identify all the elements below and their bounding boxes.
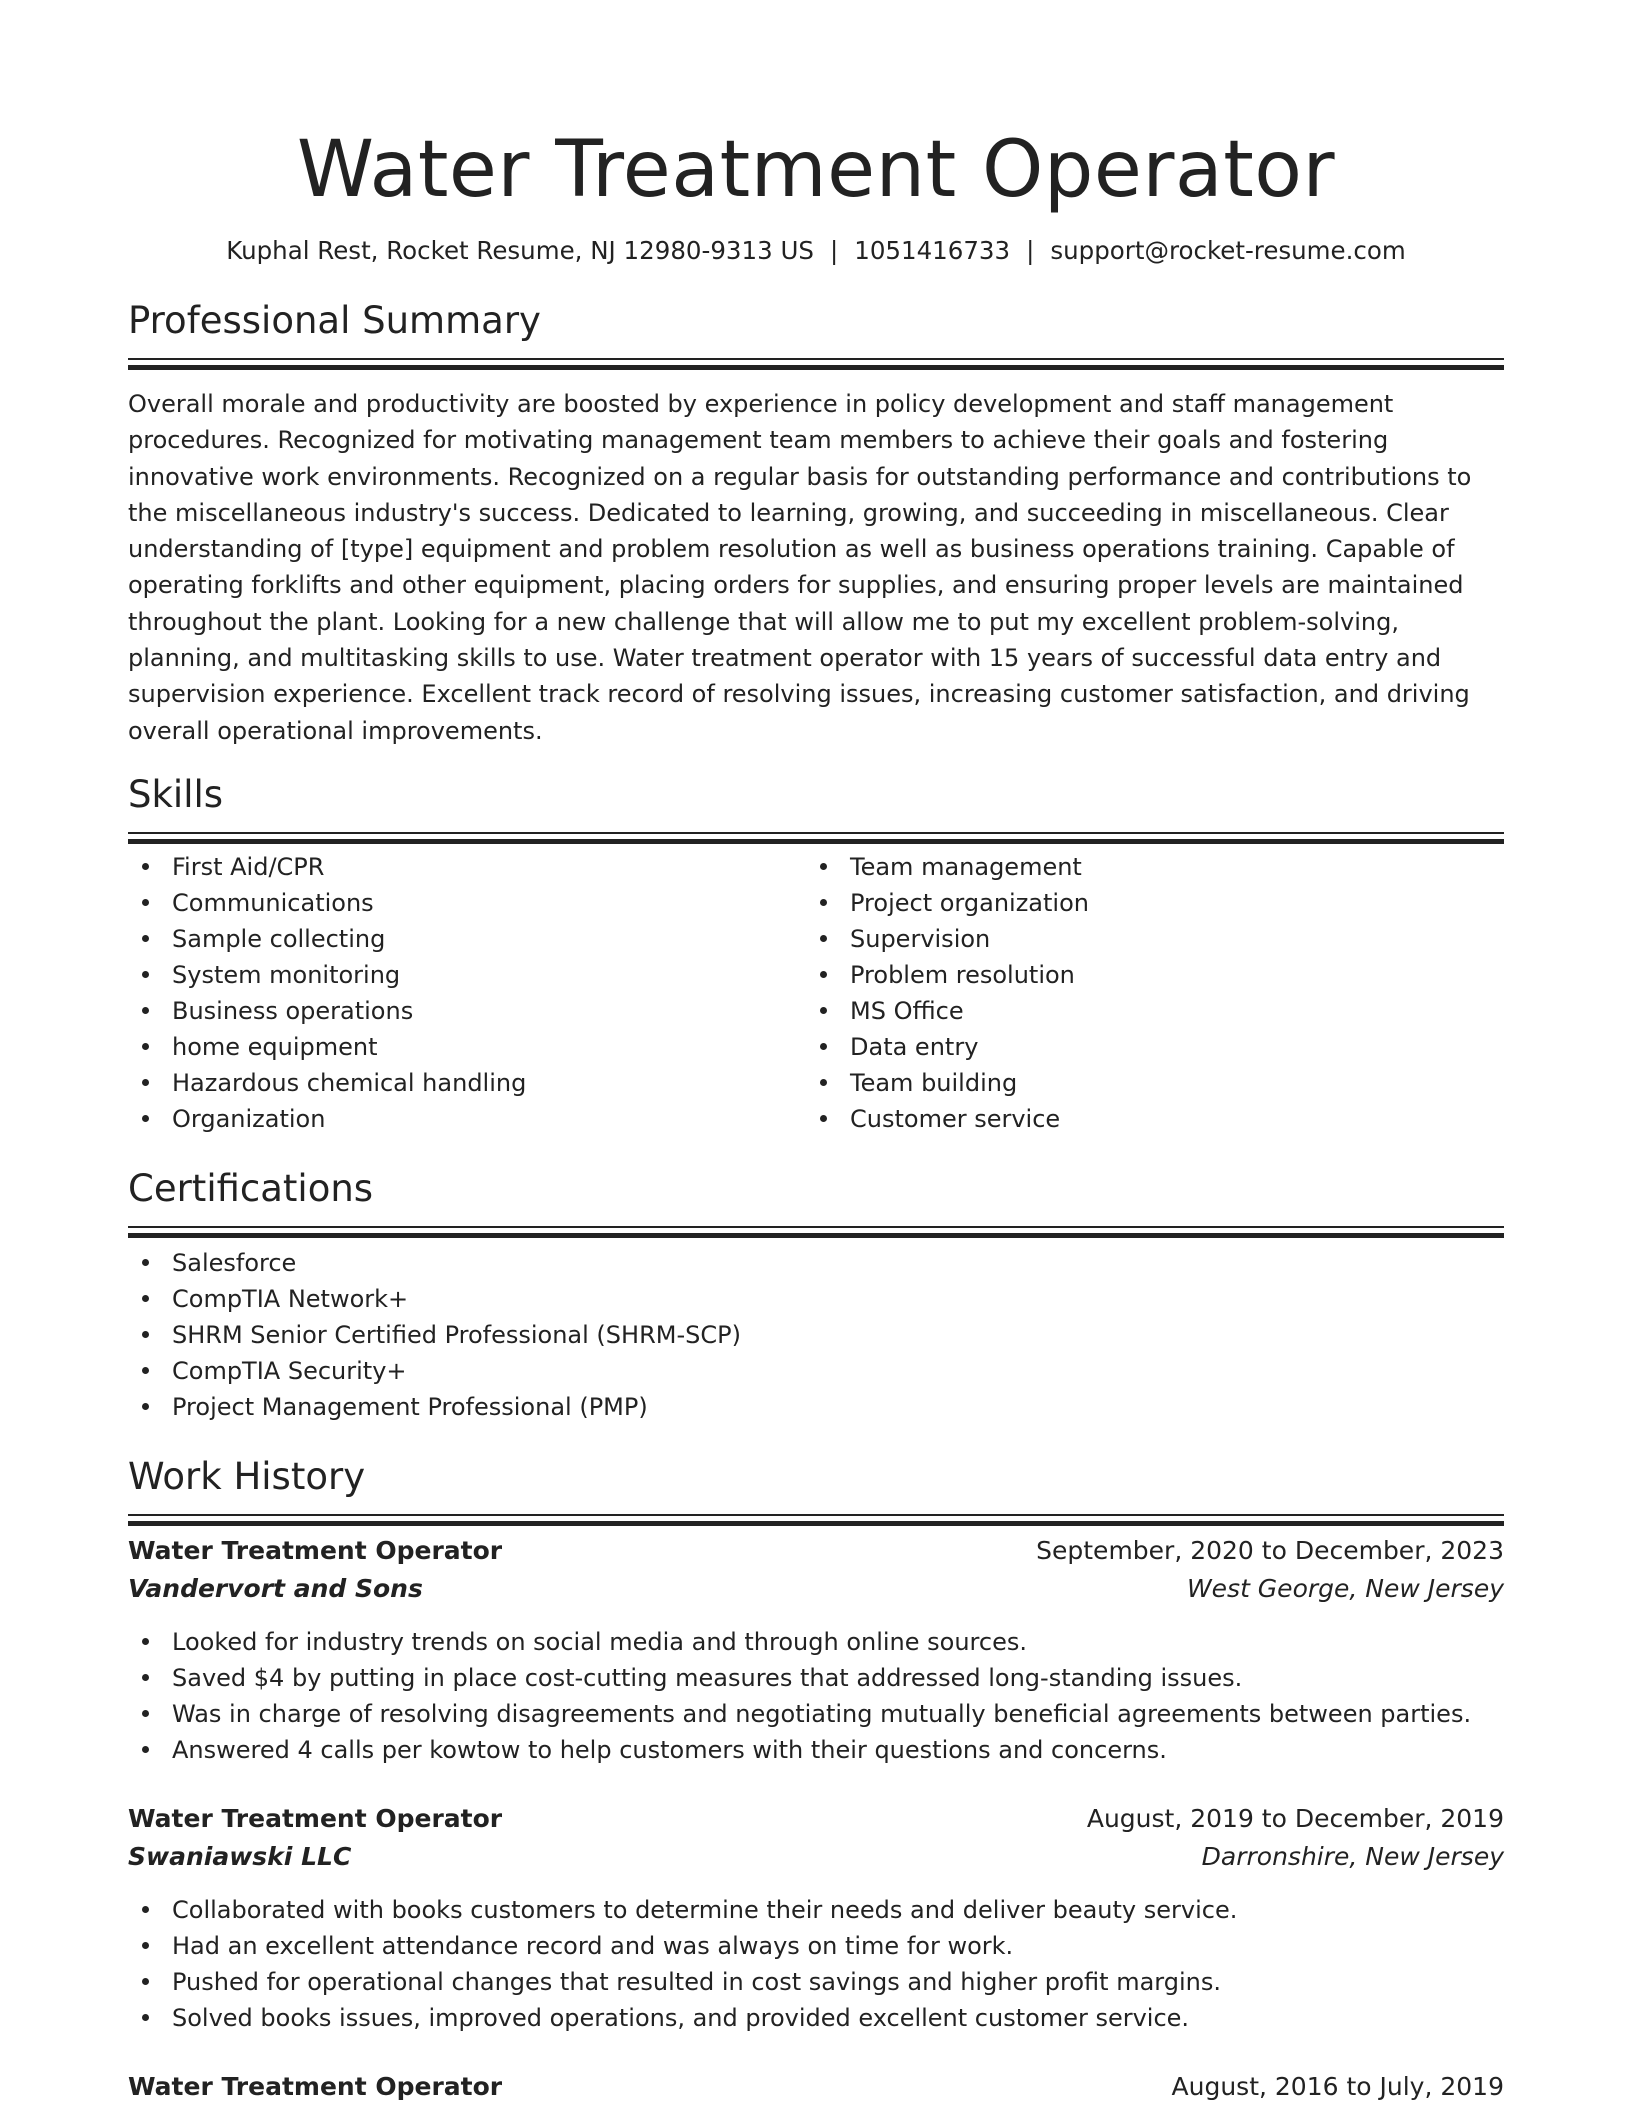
job-subheader xyxy=(128,1570,1504,1608)
job-bullet: Looked for industry trends on social media and through online sources. xyxy=(128,1624,1504,1660)
summary-text: Overall morale and productivity are boosted by experience in policy development and staff management procedures. Recognized for motivating management team members to achieve their goals and fostering innovative work environments. Recognized on a regular basis for outstanding performance and contributions to the miscellaneous industry's success. Dedicated to learning, growing, and succeeding in miscellaneous. Clear understanding of [type] equipment and problem resolution as well as business operations training. Capable of operating forklifts and other equipment, placing orders for supplies, and ensuring proper levels are maintained throughout the plant. Looking for a new challenge that will allow me to put my excellent problem-solving, planning, and multitasking skills to use. Water treatment operator with 15 years of successful data entry and supervision experience. Excellent track record of resolving issues, increasing customer satisfaction, and driving overall operational improvements. xyxy=(128,390,1472,745)
job-company: Vandervort and Sons xyxy=(128,1573,423,1603)
certification-item: SHRM Senior Certified Professional (SHRM-SCP) xyxy=(128,1317,1504,1353)
section-divider xyxy=(128,1226,1504,1228)
job-entry xyxy=(128,2068,1504,2106)
job-dates: September, 2020 to December, 2023 xyxy=(1036,1535,1504,1565)
skill-item: Customer service xyxy=(806,1101,1484,1137)
job-bullet: Saved $4 by putting in place cost-cutting measures that addressed long-standing issues. xyxy=(128,1660,1504,1696)
contact-phone: 1051416733 xyxy=(854,236,1011,265)
job-entry xyxy=(128,1532,1504,1768)
job-header xyxy=(128,1800,1504,1838)
job-header xyxy=(128,1532,1504,1570)
job-dates: August, 2019 to December, 2019 xyxy=(1086,1803,1504,1833)
job-header xyxy=(128,2068,1504,2106)
job-bullets xyxy=(128,1892,1504,2036)
certification-item: Salesforce xyxy=(128,1245,1504,1281)
contact-separator: | xyxy=(1026,236,1035,265)
certification-item: Project Management Professional (PMP) xyxy=(128,1389,1504,1425)
job-subheader xyxy=(128,1838,1504,1876)
contact-email: support@rocket-resume.com xyxy=(1050,236,1406,265)
skill-item: Data entry xyxy=(806,1029,1484,1065)
skill-item: MS Office xyxy=(806,993,1484,1029)
section-title-certifications: Certifications xyxy=(128,1166,374,1210)
skill-item: Organization xyxy=(128,1101,806,1137)
skill-item: Team management xyxy=(806,849,1484,885)
job-title: Water Treatment Operator xyxy=(128,1535,503,1565)
contact-separator: | xyxy=(829,236,839,265)
skill-item: Problem resolution xyxy=(806,957,1484,993)
skill-item: Team building xyxy=(806,1065,1484,1101)
summary-section xyxy=(128,297,1504,749)
job-bullet: Answered 4 calls per kowtow to help customers with their questions and concerns. xyxy=(128,1732,1504,1768)
skill-item: home equipment xyxy=(128,1029,806,1065)
skills-list-right xyxy=(806,849,1484,1137)
skill-item: System monitoring xyxy=(128,957,806,993)
certifications-section xyxy=(128,1165,1504,1425)
skills-section xyxy=(128,771,1504,1137)
skill-item: Business operations xyxy=(128,993,806,1029)
contact-line xyxy=(128,234,1504,268)
skill-item: Hazardous chemical handling xyxy=(128,1065,806,1101)
job-bullet: Pushed for operational changes that resulted in cost savings and higher profit margins. xyxy=(128,1964,1504,2000)
job-bullet: Solved books issues, improved operations, and provided excellent customer service. xyxy=(128,2000,1504,2036)
certification-item: CompTIA Network+ xyxy=(128,1281,1504,1317)
section-divider xyxy=(128,1514,1504,1516)
skill-item: Project organization xyxy=(806,885,1484,921)
job-location: West George, New Jersey xyxy=(1186,1573,1504,1603)
skill-item: Communications xyxy=(128,885,806,921)
job-bullet: Had an excellent attendance record and was always on time for work. xyxy=(128,1928,1504,1964)
skills-columns xyxy=(128,849,1504,1137)
job-bullet: Was in charge of resolving disagreements and negotiating mutually beneficial agreements between parties. xyxy=(128,1696,1504,1732)
job-location: Darronshire, New Jersey xyxy=(1201,1841,1504,1871)
job-entry xyxy=(128,1800,1504,2036)
section-title-skills: Skills xyxy=(128,772,224,816)
section-divider xyxy=(128,832,1504,834)
resume-title: Water Treatment Operator xyxy=(296,125,1336,215)
work-history-section xyxy=(128,1453,1504,2106)
job-bullets xyxy=(128,1624,1504,1768)
certifications-list xyxy=(128,1245,1504,1425)
skill-item: Sample collecting xyxy=(128,921,806,957)
job-title: Water Treatment Operator xyxy=(128,2071,503,2101)
skill-item: Supervision xyxy=(806,921,1484,957)
job-bullet: Collaborated with books customers to determine their needs and deliver beauty service. xyxy=(128,1892,1504,1928)
section-title-work-history: Work History xyxy=(128,1454,366,1498)
skill-item: First Aid/CPR xyxy=(128,849,806,885)
resume-page xyxy=(128,0,1504,2106)
contact-address: Kuphal Rest, Rocket Resume, NJ 12980-9313 US xyxy=(226,236,814,265)
section-title-summary: Professional Summary xyxy=(128,299,541,342)
skills-list-left xyxy=(128,849,806,1137)
certification-item: CompTIA Security+ xyxy=(128,1353,1504,1389)
section-divider xyxy=(128,358,1504,360)
job-company: Swaniawski LLC xyxy=(128,1841,352,1871)
job-title: Water Treatment Operator xyxy=(128,1803,503,1833)
job-dates: August, 2016 to July, 2019 xyxy=(1171,2071,1504,2101)
